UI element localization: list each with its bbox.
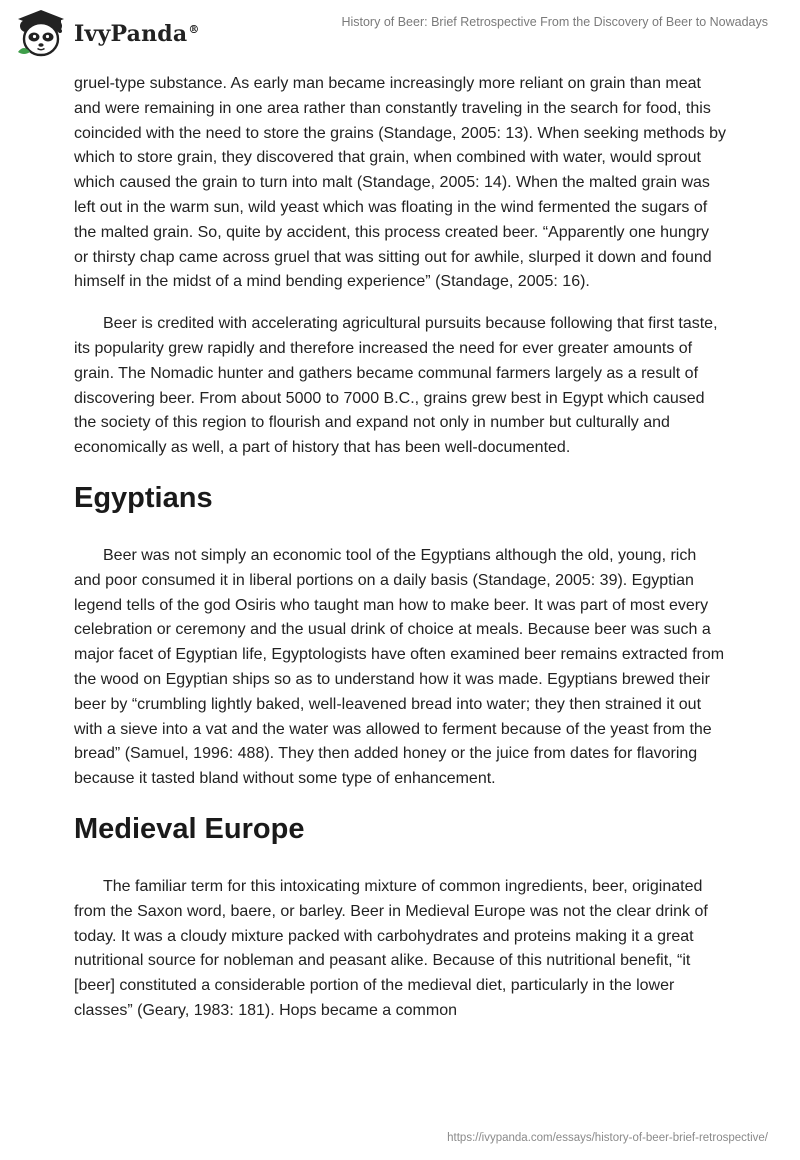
section-heading: Egyptians: [74, 481, 213, 514]
registered-mark: ®: [188, 22, 200, 36]
page-header: [0, 0, 800, 70]
paragraph: Beer was not simply an economic tool of the Egyptians although the old, young, rich and poor consumed it in liberal portions on a daily basis (Standage, 2005: 39). Egyptian legend tells of the god Osiris who taught man how to make beer. It was part of most every celebration or ceremony and the usual drink of choice at meals. Because beer was such a major facet of Egyptian life, Egyptologists have often examined beer remains extracted from the wood on Egyptian ships so as to understand how it was made. Egyptians brewed their beer by “crumbling lightly baked, well-leavened bread into water; they then strained it out with a sieve into a vat and the water was allowed to ferment because of the yeast from the bread” (Samuel, 1996: 488). They then added honey or the juice from dates for flavoring because it tasted bland without some type of enhancement.: [74, 546, 725, 788]
paragraph: Beer is credited with accelerating agricultural pursuits because following that first taste, its popularity grew rapidly and therefore increased the need for ever greater amounts of grain. The Nomadic hunter and gathers became communal farmers largely as a result of discovering beer. From about 5000 to 7000 B.C., grains grew best in Egypt which caused the society of this region to flourish and expand not only in number but culturally and economically as well, a part of history that has been well-documented.: [74, 315, 718, 457]
document-title: History of Beer: Brief Retrospective From the Discovery of Beer to Nowadays: [341, 15, 768, 29]
paragraph: gruel-type substance. As early man became increasingly more reliant on grain than meat and were remaining in one area rather than constantly traveling in the search for food, this coincided with the need to store the grains (Standage, 2005: 13). When seeking methods by which to store grain, they discovered that grain, when combined with water, would sprout which caused the grain to turn into malt (Standage, 2005: 14). When the malted grain was left out in the warm sun, wild yeast which was floating in the wind fermented the sugars of the malted grain. So, quite by accident, this process created beer. “Apparently one hungry or thirsty chap came across gruel that was sitting out for awhile, slurped it down and found himself in the midst of a mind bending experience” (Standage, 2005: 16).: [74, 75, 726, 291]
brand-logo[interactable]: [14, 8, 200, 60]
brand-name: IvyPanda®: [74, 21, 200, 47]
section-heading: Medieval Europe: [74, 812, 305, 845]
paragraph: The familiar term for this intoxicating mixture of common ingredients, beer, originated from the Saxon word, baere, or barley. Beer in Medieval Europe was not the clear drink of today. It was a cloudy mixture packed with carbohydrates and proteins making it a great nutritional source for nobleman and peasant alike. Because of this nutritional benefit, “it [beer] constituted a considerable portion of the medieval diet, particularly in the lower classes” (Geary, 1983: 181). Hops became a common: [74, 877, 708, 1019]
panda-graduate-icon: [14, 8, 68, 60]
essay-body: [74, 72, 726, 1024]
source-url[interactable]: https://ivypanda.com/essays/history-of-beer-brief-retrospective/: [447, 1132, 768, 1144]
